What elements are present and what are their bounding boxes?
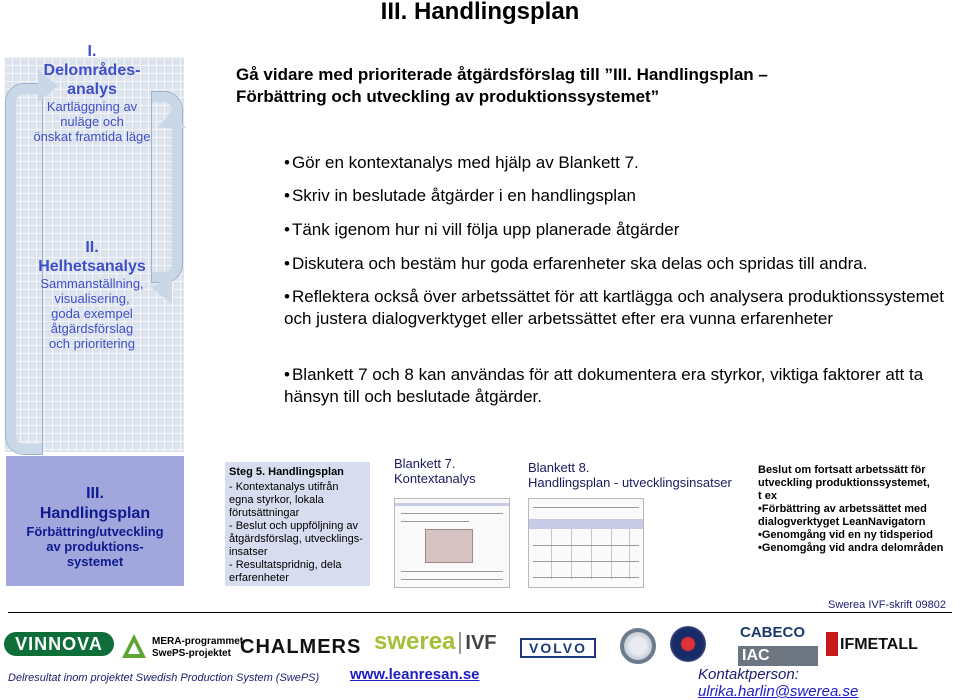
blankett-8-label — [528, 460, 732, 490]
bullet-item — [284, 152, 944, 174]
phase-2-number: II. — [85, 239, 99, 256]
cabeco-logo: CABECO — [740, 624, 806, 641]
bullet-text: Blankett 7 och 8 kan användas för att dokumentera era styrkor, viktiga faktorer att ta hänsyn till och beslutade åtgärder. — [284, 365, 924, 406]
steg-5-box — [225, 462, 370, 586]
phase-2-desc: goda exempel — [51, 306, 133, 321]
phase-2-desc: och prioritering — [49, 336, 135, 351]
volvo-roundel-icon — [620, 628, 656, 664]
blankett-8-title: Blankett 8. — [528, 460, 590, 475]
phase-3-desc: av produktions- — [46, 539, 144, 554]
phase-2-helhetsanalys — [12, 238, 172, 351]
sweps-project-name: SwePS-projektet — [152, 648, 231, 659]
main-heading — [236, 64, 936, 108]
iac-logo: IAC — [738, 646, 818, 666]
phase-1-desc: önskat framtida läge — [33, 129, 151, 144]
phase-1-number: I. — [87, 43, 97, 60]
phase-3-number: III. — [86, 485, 104, 502]
slide-title: III. Handlingsplan — [380, 0, 580, 25]
steg-line: förutsättningar — [229, 507, 300, 519]
phase-2-desc: visualisering, — [54, 291, 130, 306]
steg-line: insatser — [229, 546, 268, 558]
divider — [8, 612, 952, 613]
phase-2-name: Helhetsanalys — [38, 258, 146, 275]
decision-line: •Genomgång vid andra delområden — [758, 542, 944, 554]
bullet-icon: • — [284, 254, 290, 273]
bullet-item — [284, 185, 944, 207]
mera-logo-icon — [120, 632, 148, 660]
contact-person — [698, 666, 960, 700]
steg-line: - Beslut och uppföljning av — [229, 520, 359, 532]
diagram-image-icon — [425, 529, 473, 563]
phase-1-name-line1: Delområdes- — [43, 62, 141, 79]
steg-line: erfarenheter — [229, 572, 289, 584]
bullet-text: Gör en kontextanalys med hjälp av Blankett 7. — [291, 153, 639, 172]
main-heading-line: Förbättring och utveckling av produktionssystemet” — [236, 87, 660, 106]
bullet-text: Skriv in beslutade åtgärder i en handlingsplan — [291, 186, 636, 205]
steg-line: åtgärdsförslag, utvecklings- — [229, 533, 363, 545]
decision-line: dialogverktyget LeanNavigatorn — [758, 516, 926, 528]
mera-logo-text — [152, 636, 243, 660]
bullet-icon: • — [284, 186, 290, 205]
contact-email-link[interactable]: ulrika.harlin@swerea.se — [698, 683, 859, 700]
phase-3-desc: systemet — [66, 554, 124, 569]
blankett-7-label — [394, 456, 476, 486]
chalmers-logo: CHALMERS — [240, 636, 362, 658]
bullet-item — [284, 286, 944, 330]
decision-text — [758, 464, 958, 555]
bullet-icon: • — [284, 365, 290, 384]
phase-1-desc: Kartläggning av — [46, 99, 138, 114]
volvo-logo: VOLVO — [520, 638, 596, 658]
decision-line: utveckling produktionssystemet, — [758, 477, 930, 489]
steg-title: Steg 5. Handlingsplan — [229, 466, 344, 478]
steg-line: egna styrkor, lokala — [229, 494, 324, 506]
blankett-8-subtitle: Handlingsplan - utvecklingsinsatser — [528, 475, 732, 490]
ifmetall-flag-icon — [826, 632, 838, 656]
bullet-item — [284, 219, 944, 241]
blankett-7-thumbnail — [394, 498, 510, 588]
ifmetall-logo: IFMETALL — [840, 636, 918, 653]
phase-2-desc: Sammanställning, — [40, 276, 144, 291]
bullet-icon: • — [284, 220, 290, 239]
phase-1-name-line2: analys — [67, 81, 117, 98]
phase-1-desc: nuläge och — [60, 114, 124, 129]
decision-line: •Förbättring av arbetssättet med — [758, 503, 927, 515]
phase-3-desc: Förbättring/utveckling — [26, 524, 164, 539]
main-heading-line: Gå vidare med prioriterade åtgärdsförslag till ”III. Handlingsplan – — [236, 65, 768, 84]
swerea-ivf-logo — [374, 628, 497, 656]
bullet-text: Diskutera och bestäm hur goda erfarenheter ska delas och spridas till andra. — [291, 254, 868, 273]
footer-project-text: Delresultat inom projektet Swedish Production System (SwePS) — [8, 672, 320, 684]
decision-line: t ex — [758, 490, 777, 502]
phase-1-delomradesanalys — [12, 42, 172, 144]
decision-line: Beslut om fortsatt arbetssätt för — [758, 464, 926, 476]
vinnova-logo: VINNOVA — [4, 632, 114, 656]
blankett-7-title: Blankett 7. — [394, 456, 456, 471]
saab-roundel-icon — [670, 626, 706, 662]
bullet-icon: • — [284, 153, 290, 172]
swerea-wordmark: swerea — [374, 628, 456, 655]
ivf-wordmark: IVF — [459, 632, 496, 654]
website-link[interactable]: www.leanresan.se — [350, 666, 480, 683]
reference-label: Swerea IVF-skrift 09802 — [828, 599, 946, 611]
phase-2-desc: åtgärdsförslag — [50, 321, 134, 336]
phase-3-name: Handlingsplan — [39, 505, 151, 522]
contact-label: Kontaktperson: — [698, 666, 799, 683]
bullet-icon: • — [284, 287, 290, 306]
bullet-text: Tänk igenom hur ni vill följa upp planerade åtgärder — [291, 220, 680, 239]
decision-line: •Genomgång vid en ny tidsperiod — [758, 529, 933, 541]
steg-line: - Resultatspridnig, dela — [229, 559, 342, 571]
phase-3-handlingsplan — [6, 456, 184, 586]
bullet-item — [284, 364, 944, 408]
steg-line: - Kontextanalys utifrån — [229, 481, 339, 493]
blankett-7-subtitle: Kontextanalys — [394, 471, 476, 486]
bullet-text: Reflektera också över arbetssättet för att kartlägga och analysera produktionssystemet och justera dialogverktyget eller arbetssättet efter era vunna erfarenheter — [284, 287, 944, 328]
mera-program-name: MERA-programmet — [152, 636, 244, 647]
blankett-8-thumbnail — [528, 498, 644, 588]
bullet-item — [284, 253, 944, 275]
